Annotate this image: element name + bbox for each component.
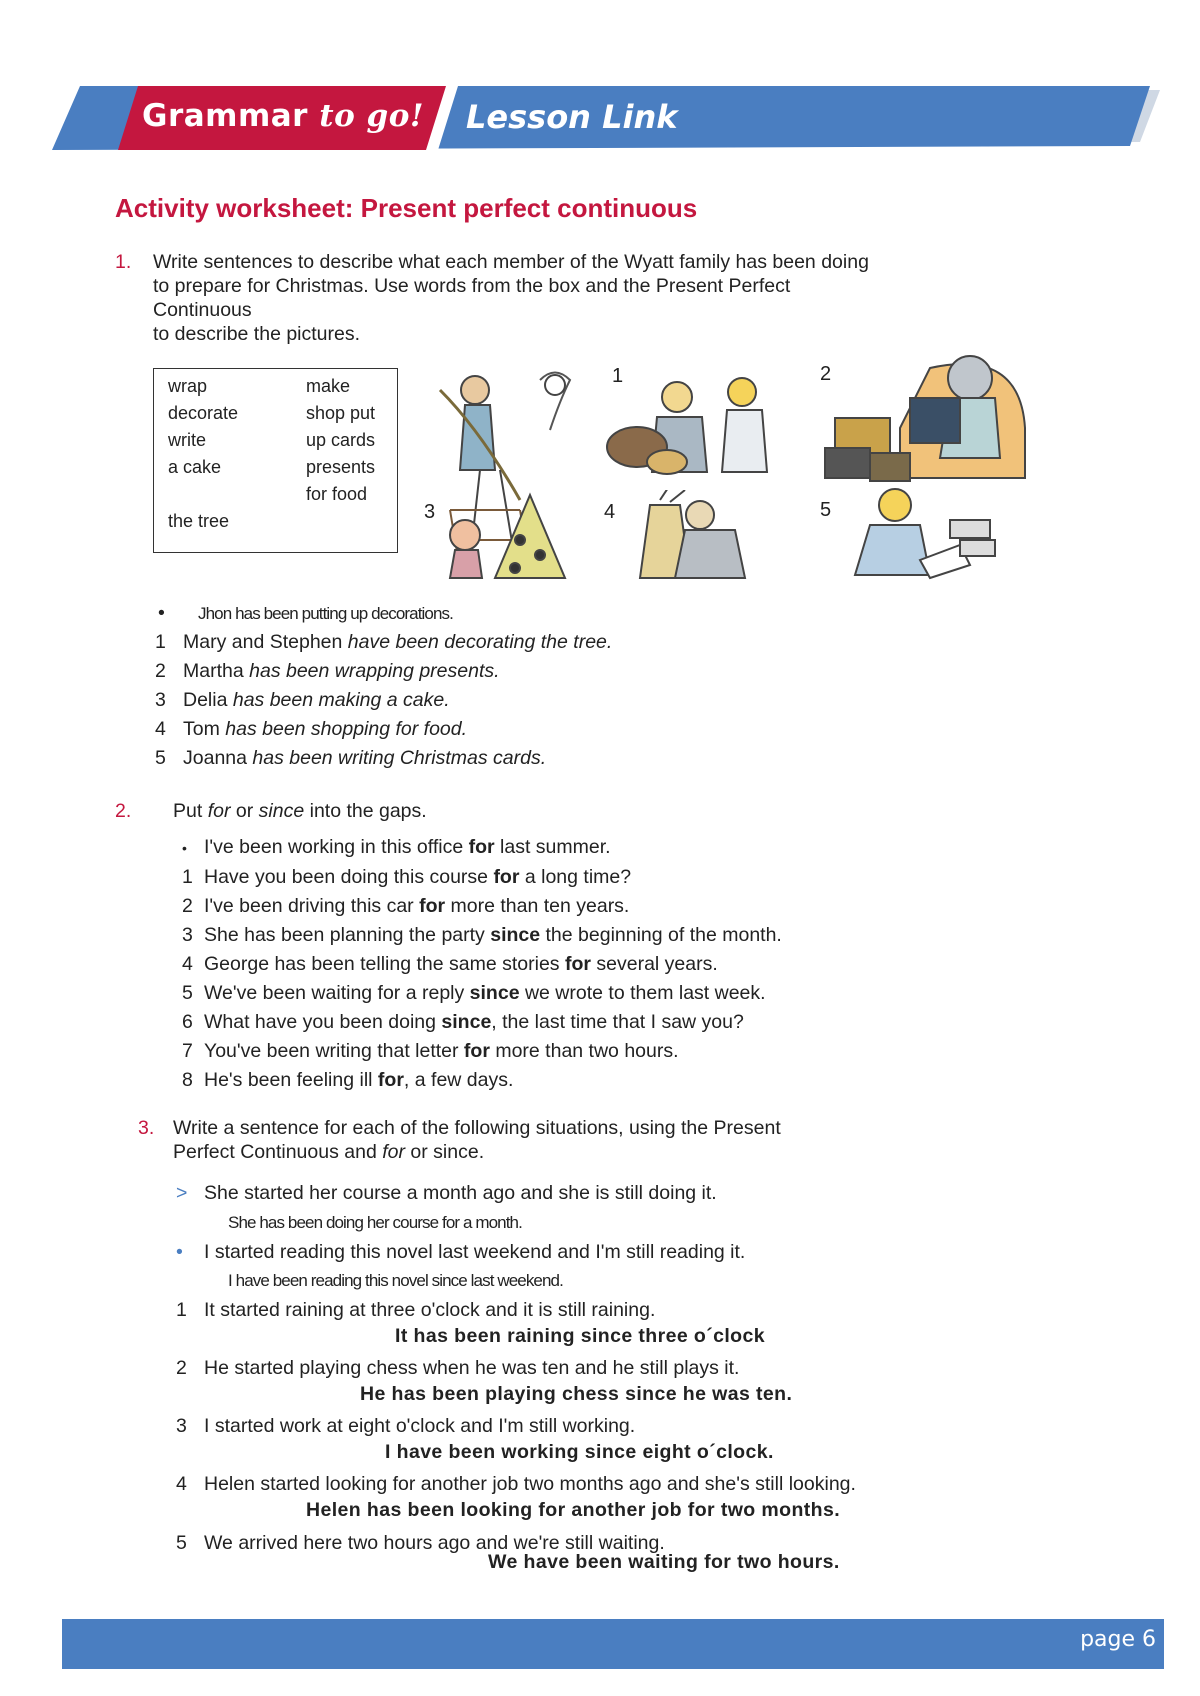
page-number: page 6 <box>1080 1627 1156 1652</box>
question-1-text: Write sentences to describe what each member of the Wyatt family has been doing to prepare for Christmas. Use words from the box and the Present Perfect Continuous to describe the pictures. <box>153 251 869 345</box>
question-number: 1. <box>115 251 132 273</box>
list-item: 1 Mary and Stephen have been decorating the tree. <box>155 631 613 653</box>
picture-4-shopping <box>600 490 770 580</box>
word-box-column-1: wrap decorate write a cake the tree <box>168 376 239 531</box>
header-banner <box>0 0 1200 170</box>
list-item: 4 Tom has been shopping for food. <box>155 718 468 740</box>
answer-text: It has been raining since three o´clock <box>395 1325 765 1347</box>
list-item: 1 Have you been doing this course for a long time? <box>182 866 632 888</box>
list-item: 2 I've been driving this car for more than ten years. <box>182 895 630 917</box>
answer-text: I have been working since eight o´clock. <box>385 1441 774 1463</box>
svg-text:2: 2 <box>820 363 832 385</box>
list-item: 4 Helen started looking for another job two months ago and she's still looking. <box>176 1473 856 1495</box>
question-1-answers <box>155 599 612 773</box>
word-box-column-2: make shop put up cards presents for food <box>306 376 376 504</box>
picture-1-cake <box>592 362 782 477</box>
picture-5-cards <box>820 480 1000 580</box>
list-item: 5 We arrived here two hours ago and we're still waiting. <box>176 1532 665 1554</box>
answer-text: He has been playing chess since he was ten. <box>360 1383 793 1405</box>
brand-logo-text: Grammar to go! <box>142 98 425 134</box>
question-3-text: Write a sentence for each of the following situations, using the Present Perfect Continuous and for or since. <box>173 1117 781 1163</box>
svg-text:4: 4 <box>604 501 616 523</box>
answer-text: We have been waiting for two hours. <box>488 1551 840 1573</box>
picture-2-wrapping <box>820 338 1040 483</box>
picture-3-tree <box>420 490 580 580</box>
list-item: • I started reading this novel last weekend and I'm still reading it. <box>176 1241 746 1263</box>
question-1 <box>115 250 1015 345</box>
list-item: 8 He's been feeling ill for, a few days. <box>182 1069 514 1091</box>
list-item: > She started her course a month ago and she is still doing it. <box>176 1182 717 1204</box>
answer-text: Helen has been looking for another job for two months. <box>306 1499 841 1521</box>
question-2-text: Put for or since into the gaps. <box>173 800 427 822</box>
svg-text:1: 1 <box>612 365 624 387</box>
list-item: 1 It started raining at three o'clock and it is still raining. <box>176 1299 656 1321</box>
list-item: 3 Delia has been making a cake. <box>155 689 450 711</box>
list-item: 4 George has been telling the same stories for several years. <box>182 953 718 975</box>
page-title: Activity worksheet: Present perfect continuous <box>115 193 698 223</box>
list-item: 7 You've been writing that letter for more than two hours. <box>182 1040 679 1062</box>
list-item: 5 We've been waiting for a reply since we wrote to them last week. <box>182 982 766 1004</box>
lesson-link-title: Lesson Link <box>466 98 678 136</box>
question-number: 3. <box>138 1117 155 1139</box>
list-item: 2 Martha has been wrapping presents. <box>155 660 500 682</box>
list-item: 3 I started work at eight o'clock and I'm still working. <box>176 1415 636 1437</box>
question-2 <box>115 799 427 823</box>
example-answer: I have been reading this novel since last weekend. <box>228 1271 563 1290</box>
example-answer: She has been doing her course for a month. <box>228 1213 522 1232</box>
list-item: • I've been working in this office for last summer. <box>182 836 611 858</box>
list-item: • Jhon has been putting up decorations. <box>158 602 453 624</box>
list-item: 3 She has been planning the party since the beginning of the month. <box>182 924 782 946</box>
svg-text:3: 3 <box>424 501 436 523</box>
list-item: 6 What have you been doing since, the last time that I saw you? <box>182 1011 744 1033</box>
svg-text:5: 5 <box>820 499 832 521</box>
question-2-items <box>182 833 782 1095</box>
word-box <box>153 368 398 553</box>
list-item: 5 Joanna has been writing Christmas cards. <box>155 747 547 769</box>
question-number: 2. <box>115 800 132 822</box>
footer-bar <box>62 1619 1164 1669</box>
list-item: 2 He started playing chess when he was ten and he still plays it. <box>176 1357 740 1379</box>
question-3 <box>138 1116 781 1163</box>
